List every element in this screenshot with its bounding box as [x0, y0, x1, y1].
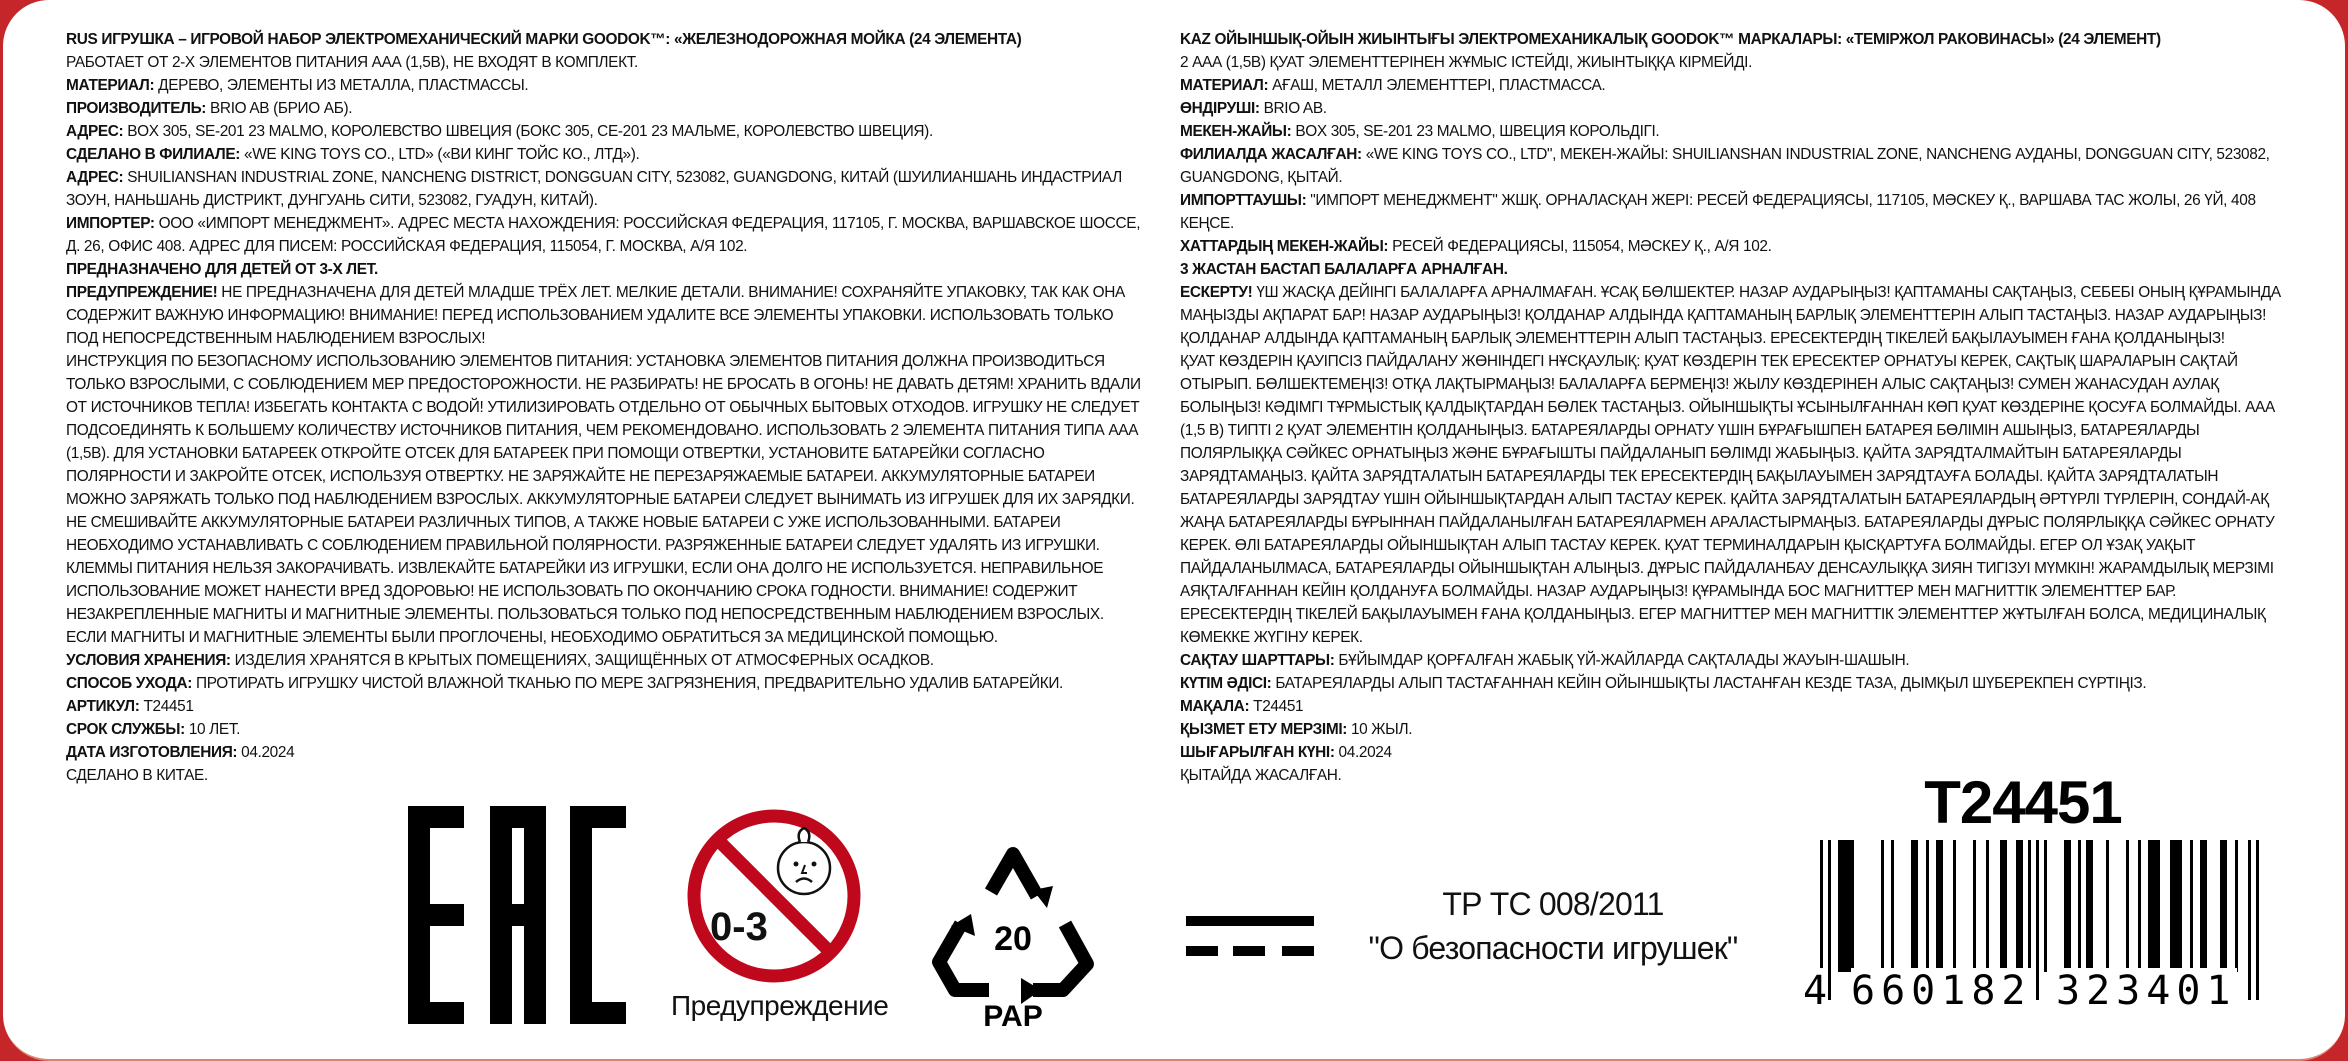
ru-age: ПРЕДНАЗНАЧЕНО ДЛЯ ДЕТЕЙ ОТ 3-Х ЛЕТ.	[66, 261, 378, 278]
kz-manufacturer: ӨНДІРУШІ: BRIO AB.	[1180, 100, 1327, 117]
kz-title: KAZ ОЙЫНШЫҚ-ОЙЫН ЖИЫНТЫҒЫ ЭЛЕКТРОМЕХАНИКАЛЫҚ GOODOK™ МАРКАЛАРЫ: «ТЕМІРЖОЛ РАКОВИНАСЫ» (24 ЭЛЕМЕНТ)	[1180, 31, 2161, 48]
kz-mail-address: ХАТТАРДЫҢ МЕКЕН-ЖАЙЫ: РЕСЕЙ ФЕДЕРАЦИЯСЫ, 115054, МӘСКЕУ Қ., А/Я 102.	[1180, 238, 1772, 255]
kz-address: МЕКЕН-ЖАЙЫ: BOX 305, SE-201 23 MALMO, ШВЕЦИЯ КОРОЛЬДІГІ.	[1180, 123, 1660, 140]
kz-warning: ЕСКЕРТУ! ҮШ ЖАСҚА ДЕЙІНГІ БАЛАЛАРҒА АРНАЛМАҒАН. ҰСАҚ БӨЛШЕКТЕР. НАЗАР АУДАРЫҢЫЗ! ҚАПТАМАНЫ САҚТАҢЫЗ, СЕБЕБІ ОНЫҢ ҚҰРАМЫНДА МАҢЫЗДЫ АҚПАРАТ БАР! НАЗАР АУДАРЫҢЫЗ! ҚОЛДАНАР АЛДЫНДА ҚАПТАМАНЫҢ БАРЛЫҚ ЭЛЕМЕНТТЕРІН АЛЫП ТАСТАҢЫЗ. НАЗАР АУДАРЫҢЫЗ! ҚОЛДАНАР АЛДЫНДА ҚАПТАМАНЫҢ БАРЛЫҚ ЭЛЕМЕНТТЕРІН АЛЫП ТАСТАҢЫЗ. ЕРЕСЕКТЕРДІҢ ТІКЕЛЕЙ БАҚЫЛАУЫМЕН ҒАНА ҚОЛДАНЫҢЫЗ!	[1180, 284, 2281, 347]
technical-regulation	[1333, 882, 1773, 970]
svg-text:0-3: 0-3	[710, 905, 768, 949]
label-card	[3, 0, 2345, 1061]
article-number-large: T24451	[1924, 769, 2122, 836]
ru-article: АРТИКУЛ: T24451	[66, 698, 194, 715]
ru-address: АДРЕС: BOX 305, SE-201 23 MALMO, КОРОЛЕВСТВО ШВЕЦИЯ (БОКС 305, СЕ-201 23 МАЛЬМЕ, КОРОЛЕВСТВО ШВЕЦИЯ).	[66, 123, 933, 140]
kz-care: КҮТІМ ӘДІСІ: БАТАРЕЯЛАРДЫ АЛЫП ТАСТАҒАННАН КЕЙІН ОЙЫНШЫҚТЫ ЛАСТАНҒАН КЕЗДЕ ТАЗА, ДЫМҚЫЛ ШҮБЕРЕКПЕН СҮРТІҢІЗ.	[1180, 675, 2147, 692]
ru-storage: УСЛОВИЯ ХРАНЕНИЯ: ИЗДЕЛИЯ ХРАНЯТСЯ В КРЫТЫХ ПОМЕЩЕНИЯХ, ЗАЩИЩЁННЫХ ОТ АТМОСФЕРНЫХ ОСАДКОВ.	[66, 652, 934, 669]
ru-battery-instructions: ИНСТРУКЦИЯ ПО БЕЗОПАСНОМУ ИСПОЛЬЗОВАНИЮ ЭЛЕМЕНТОВ ПИТАНИЯ: УСТАНОВКА ЭЛЕМЕНТОВ ПИТАНИЯ ДОЛЖНА ПРОИЗВОДИТЬСЯ ТОЛЬКО ВЗРОСЛЫМИ, С СОБЛЮДЕНИЕМ МЕР ПРЕДОСТОРОЖНОСТИ. НЕ РАЗБИРАТЬ! НЕ БРОСАТЬ В ОГОНЬ! НЕ ДАВАТЬ ДЕТЯМ! ХРАНИТЬ ВДАЛИ ОТ ИСТОЧНИКОВ ТЕПЛА! ИЗБЕГАТЬ КОНТАКТА С ВОДОЙ! УТИЛИЗИРОВАТЬ ОТДЕЛЬНО ОТ ОБЫЧНЫХ БЫТОВЫХ ОТХОДОВ. ИГРУШКУ НЕ СЛЕДУЕТ ПОДСОЕДИНЯТЬ К БОЛЬШЕМУ КОЛИЧЕСТВУ ИСТОЧНИКОВ ПИТАНИЯ, ЧЕМ РЕКОМЕНДОВАНО. ИСПОЛЬЗОВАТЬ 2 ЭЛЕМЕНТА ПИТАНИЯ ТИПА ААА (1,5В). ДЛЯ УСТАНОВКИ БАТАРЕЕК ОТКРОЙТЕ ОТСЕК ДЛЯ БАТАРЕЕК ПРИ ПОМОЩИ ОТВЕРТКИ, УСТАНОВИТЕ БАТАРЕЙКИ СОГЛАСНО ПОЛЯРНОСТИ И ЗАКРОЙТЕ ОТСЕК, ИСПОЛЬЗУЯ ОТВЕРТКУ. НЕ ЗАРЯЖАЙТЕ НЕ ПЕРЕЗАРЯЖАЕМЫЕ БАТАРЕИ. АККУМУЛЯТОРНЫЕ БАТАРЕИ МОЖНО ЗАРЯЖАТЬ ТОЛЬКО ПОД НАБЛЮДЕНИЕМ ВЗРОСЛЫХ. АККУМУЛЯТОРНЫЕ БАТАРЕИ СЛЕДУЕТ ВЫНИМАТЬ ИЗ ИГРУШЕК ДЛЯ ИХ ЗАРЯДКИ. НЕ СМЕШИВАЙТЕ АККУМУЛЯТОРНЫЕ БАТАРЕИ РАЗЛИЧНЫХ ТИПОВ, А ТАКЖЕ НОВЫЕ БАТАРЕИ С УЖЕ ИСПОЛЬЗОВАННЫМИ. БАТАРЕИ НЕОБХОДИМО УСТАНАВЛИВАТЬ С СОБЛЮДЕНИЕМ ПРАВИЛЬНОЙ ПОЛЯРНОСТИ. РАЗРЯЖЕННЫЕ БАТАРЕИ СЛЕДУЕТ УДАЛЯТЬ ИЗ ИГРУШКИ. КЛЕММЫ ПИТАНИЯ НЕЛЬЗЯ ЗАКОРАЧИВАТЬ. ИЗВЛЕКАЙТЕ БАТАРЕЙКИ ИЗ ИГРУШКИ, ЕСЛИ ОНА ДОЛГО НЕ ИСПОЛЬЗУЕТСЯ. НЕПРАВИЛЬНОЕ ИСПОЛЬЗОВАНИЕ МОЖЕТ НАНЕСТИ ВРЕД ЗДОРОВЬЮ! НЕ ИСПОЛЬЗОВАТЬ ПО ОКОНЧАНИЮ СРОКА ГОДНОСТИ. ВНИМАНИЕ! СОДЕРЖИТ НЕЗАКРЕПЛЕННЫЕ МАГНИТЫ И МАГНИТНЫЕ ЭЛЕМЕНТЫ. ПОЛЬЗОВАТЬСЯ ТОЛЬКО ПОД НЕПОСРЕДСТВЕННЫМ НАБЛЮДЕНИЕМ ВЗРОСЛЫХ. ЕСЛИ МАГНИТЫ И МАГНИТНЫЕ ЭЛЕМЕНТЫ БЫЛИ ПРОГЛОЧЕНЫ, НЕОБХОДИМО ОБРАТИТЬСЯ ЗА МЕДИЦИНСКОЙ ПОМОЩЬЮ.	[66, 353, 1141, 646]
barcode-right-group: 323401	[2056, 968, 2237, 1014]
svg-text:PAP: PAP	[983, 1000, 1043, 1030]
kz-material: МАТЕРИАЛ: АҒАШ, МЕТАЛЛ ЭЛЕМЕНТТЕРІ, ПЛАСТМАССА.	[1180, 77, 1606, 94]
tr-title: "О безопасности игрушек"	[1368, 930, 1738, 966]
kz-age: 3 ЖАСТАН БАСТАП БАЛАЛАРҒА АРНАЛҒАН.	[1180, 261, 1508, 278]
recycling-pap-20-icon	[929, 840, 1097, 1030]
kz-branch: ФИЛИАЛДА ЖАСАЛҒАН: «WE KING TOYS CO., LTD", МЕКЕН-ЖАЙЫ: SHUILIANSHAN INDUSTRIAL ZONE, NANCHENG АУДАНЫ, DONGGUAN CITY, 523082, GUANGDONG, ҚЫТАЙ.	[1180, 146, 2270, 186]
direct-current-icon	[1186, 910, 1314, 962]
ru-importer: ИМПОРТЕР: ООО «ИМПОРТ МЕНЕДЖМЕНТ». АДРЕС МЕСТА НАХОЖДЕНИЯ: РОССИЙСКАЯ ФЕДЕРАЦИЯ, 117105, Г. МОСКВА, ВАРШАВСКОЕ ШОССЕ, Д. 26, ОФИС 408. АДРЕС ДЛЯ ПИСЕМ: РОССИЙСКАЯ ФЕДЕРАЦИЯ, 115054, Г. МОСКВА, А/Я 102.	[66, 215, 1141, 255]
ru-material: МАТЕРИАЛ: ДЕРЕВО, ЭЛЕМЕНТЫ ИЗ МЕТАЛЛА, ПЛАСТМАССЫ.	[66, 77, 529, 94]
kz-battery-instructions: ҚУАТ КӨЗДЕРІН ҚАУІПСІЗ ПАЙДАЛАНУ ЖӨНІНДЕГІ НҰСҚАУЛЫҚ: ҚУАТ КӨЗДЕРІН ТЕК ЕРЕСЕКТЕР ОРНАТУЫ КЕРЕК, САҚТЫҚ ШАРАЛАРЫН САҚТАЙ ОТЫРЫП. БӨЛШЕКТЕМЕҢІЗ! ОТҚА ЛАҚТЫРМАҢЫЗ! БАЛАЛАРҒА БЕРМЕҢІЗ! ЖЫЛУ КӨЗДЕРІНЕН АЛЫС САҚТАҢЫЗ! СУМЕН ЖАНАСУДАН АУЛАҚ БОЛЫҢЫЗ! КӘДІМГІ ТҰРМЫСТЫҚ ҚАЛДЫҚТАРДАН БӨЛЕК ТАСТАҢЫЗ. ОЙЫНШЫҚТЫ ҰСЫНЫЛҒАННАН КӨП ҚУАТ КӨЗДЕРІНЕ ҚОСУҒА БОЛМАЙДЫ. ААА (1,5 В) ТИПТІ 2 ҚУАТ ЭЛЕМЕНТІН ҚОЛДАНЫҢЫЗ. БАТАРЕЯЛАРДЫ ОРНАТУ ҮШІН БҰРАҒЫШПЕН БАТАРЕЯ БӨЛІМІН АШЫҢЫЗ, БАТАРЕЯЛАРДЫ ПОЛЯРЛЫҚҚА СӘЙКЕС ОРНАТЫҢЫЗ ЖӘНЕ БҰРАҒЫШТЫ ПАЙДАЛАНЫП БӨЛІМДІ ЖАБЫҢЫЗ. ҚАЙТА ЗАРЯДТАЛМАЙТЫН БАТАРЕЯЛАРДЫ ЗАРЯДТАМАҢЫЗ. ҚАЙТА ЗАРЯДТАЛАТЫН БАТАРЕЯЛАРДЫ ТЕК ЕРЕСЕКТЕРДІҢ БАҚЫЛАУЫМЕН ЗАРЯДТАУҒА БОЛАДЫ. ҚАЙТА ЗАРЯДТАЛАТЫН БАТАРЕЯЛАРДЫ ЗАРЯДТАУ ҮШІН ОЙЫНШЫҚТАРДАН АЛЫП ТАСТАУ КЕРЕК. ҚАЙТА ЗАРЯДТАЛАТЫН БАТАРЕЯЛАРДЫҢ ӘРТҮРЛІ ТҮРЛЕРІН, СОНДАЙ-АҚ ЖАҢА БАТАРЕЯЛАРДЫ БҰРЫННАН ПАЙДАЛАНЫЛҒАН БАТАРЕЯЛАРМЕН АРАЛАСТЫРМАҢЫЗ. БАТАРЕЯЛАРДЫ ДҰРЫС ПОЛЯРЛЫҚҚА СӘЙКЕС ОРНАТУ КЕРЕК. ӨЛІ БАТАРЕЯЛАРДЫ ОЙЫНШЫҚТАН АЛЫП ТАСТАУ КЕРЕК. ҚУАТ ТЕРМИНАЛДАРЫН ҚЫСҚАРТУҒА БОЛМАЙДЫ. ЕГЕР ОЛ ҰЗАҚ УАҚЫТ ПАЙДАЛАНЫЛМАСА, БАТАРЕЯЛАРДЫ ОЙЫНШЫҚТАН АЛЫҢЫЗ. ДҰРЫС ПАЙДАЛАНБАУ ДЕНСАУЛЫҚҚА ЗИЯН ТИГІЗУІ МҮМКІН! ЖАРАМДЫЛЫҚ МЕРЗІМІ АЯҚТАЛҒАННАН КЕЙІН ҚОЛДАНУҒА БОЛМАЙДЫ. НАЗАР АУДАРЫҢЫЗ! ҚҰРАМЫНДА БОС МАГНИТТЕР МЕН МАГНИТТІК ЭЛЕМЕНТТЕР БАР. ЕРЕСЕКТЕРДІҢ ТІКЕЛЕЙ БАҚЫЛАУЫМЕН ҒАНА ҚОЛДАНЫҢЫЗ. ЕГЕР МАГНИТТЕР МЕН МАГНИТТІК ЭЛЕМЕНТТЕР ЖҰТЫЛҒАН БОЛСА, МЕДИЦИНАЛЫҚ КӨМЕККЕ ЖҮГІНУ КЕРЕК.	[1180, 353, 2275, 646]
russian-text-column	[66, 28, 1146, 787]
kz-made-in: ҚЫТАЙДА ЖАСАЛҒАН.	[1180, 767, 1342, 784]
kz-importer: ИМПОРТТАУШЫ: "ИМПОРТ МЕНЕДЖМЕНТ" ЖШҚ. ОРНАЛАСҚАН ЖЕРІ: РЕСЕЙ ФЕДЕРАЦИЯСЫ, 117105, МӘСКЕУ Қ., ВАРШАВА ТАС ЖОЛЫ, 26 ҮЙ, 408 КЕҢСЕ.	[1180, 192, 2256, 232]
ru-care: СПОСОБ УХОДА: ПРОТИРАТЬ ИГРУШКУ ЧИСТОЙ ВЛАЖНОЙ ТКАНЬЮ ПО МЕРЕ ЗАГРЯЗНЕНИЯ, ПРЕДВАРИТЕЛЬНО УДАЛИВ БАТАРЕЙКИ.	[66, 675, 1063, 692]
ru-power: РАБОТАЕТ ОТ 2-Х ЭЛЕМЕНТОВ ПИТАНИЯ ААА (1,5В), НЕ ВХОДЯТ В КОМПЛЕКТ.	[66, 54, 638, 71]
ru-service-life: СРОК СЛУЖБЫ: 10 ЛЕТ.	[66, 721, 241, 738]
age-warning-label: Предупреждение	[671, 990, 889, 1021]
not-for-children-0-3-icon	[686, 808, 862, 984]
ru-made-in: СДЕЛАНО В КИТАЕ.	[66, 767, 208, 784]
barcode-first-digit: 4	[1803, 968, 1828, 1014]
kz-service-life: ҚЫЗМЕТ ЕТУ МЕРЗІМІ: 10 ЖЫЛ.	[1180, 721, 1413, 738]
ru-branch-address: АДРЕС: SHUILIANSHAN INDUSTRIAL ZONE, NANCHENG DISTRICT, DONGGUAN CITY, 523082, GUANGDONG, КИТАЙ (ШУИЛИАНШАНЬ ИНДАСТРИАЛ ЗОУН, НАНЬШАНЬ ДИСТРИКТ, ДУНГУАНЬ СИТИ, 523082, ГУАДУН, КИТАЙ).	[66, 169, 1122, 209]
kazakh-text-column	[1180, 28, 2290, 787]
ru-manufacture-date: ДАТА ИЗГОТОВЛЕНИЯ: 04.2024	[66, 744, 295, 761]
kz-article: МАҚАЛА: T24451	[1180, 698, 1304, 715]
ru-manufacturer: ПРОИЗВОДИТЕЛЬ: BRIO AB (БРИО АБ).	[66, 100, 353, 117]
eac-mark-icon	[408, 806, 626, 1024]
ru-branch: СДЕЛАНО В ФИЛИАЛЕ: «WE KING TOYS CO., LTD» («ВИ КИНГ ТОЙС КО., ЛТД»).	[66, 146, 640, 163]
tr-code: ТР ТС 008/2011	[1442, 886, 1664, 922]
barcode-left-group: 660182	[1851, 968, 2032, 1014]
kz-power: 2 ААА (1,5В) ҚУАТ ЭЛЕМЕНТТЕРІНЕН ЖҰМЫС ІСТЕЙДІ, ЖИЫНТЫҚҚА КІРМЕЙДІ.	[1180, 54, 1753, 71]
svg-text:20: 20	[994, 920, 1032, 958]
ru-warning: ПРЕДУПРЕЖДЕНИЕ! НЕ ПРЕДНАЗНАЧЕНА ДЛЯ ДЕТЕЙ МЛАДШЕ ТРЁХ ЛЕТ. МЕЛКИЕ ДЕТАЛИ. ВНИМАНИЕ! СОХРАНЯЙТЕ УПАКОВКУ, ТАК КАК ОНА СОДЕРЖИТ ВАЖНУЮ ИНФОРМАЦИЮ! ВНИМАНИЕ! ПЕРЕД ИСПОЛЬЗОВАНИЕМ УДАЛИТЕ ВСЕ ЭЛЕМЕНТЫ УПАКОВКИ. ИСПОЛЬЗОВАТЬ ТОЛЬКО ПОД НЕПОСРЕДСТВЕННЫМ НАБЛЮДЕНИЕМ ВЗРОСЛЫХ!	[66, 284, 1125, 347]
kz-storage: САҚТАУ ШАРТТАРЫ: БҰЙЫМДАР ҚОРҒАЛҒАН ЖАБЫҚ ҮЙ-ЖАЙЛАРДА САҚТАЛАДЫ ЖАУЫН-ШАШЫН.	[1180, 652, 1910, 669]
ru-title: RUS ИГРУШКА – ИГРОВОЙ НАБОР ЭЛЕКТРОМЕХАНИЧЕСКИЙ МАРКИ GOODOK™: «ЖЕЛЕЗНОДОРОЖНАЯ МОЙКА (24 ЭЛЕМЕНТА)	[66, 31, 1022, 48]
kz-manufacture-date: ШЫҒАРЫЛҒАН КҮНІ: 04.2024	[1180, 744, 1392, 761]
